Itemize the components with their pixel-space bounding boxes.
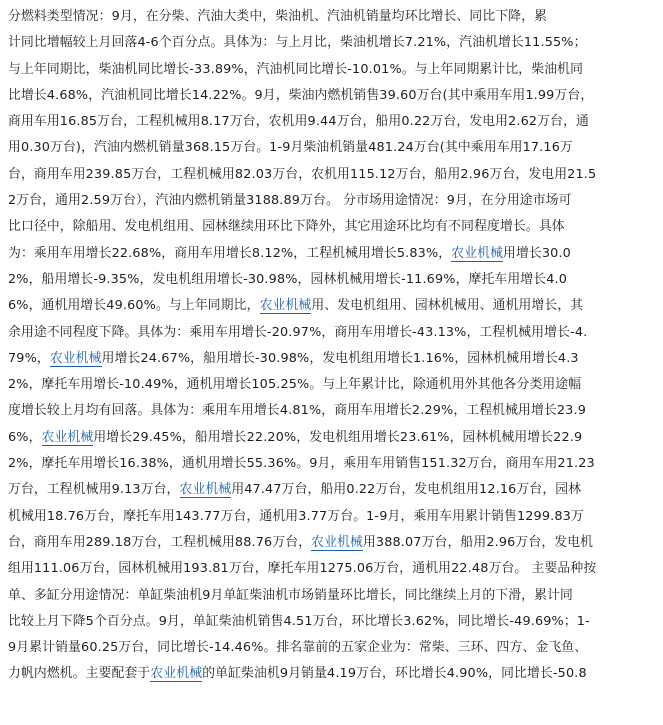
text-segment: 9月累计销量60.25万台，同比增长-14.46%。排名靠前的五家企业为：常柴、三环、四方、金飞鱼、 xyxy=(8,640,588,656)
text-line xyxy=(8,556,659,582)
text-line xyxy=(8,398,659,424)
text-segment: 为：乘用车用增长22.68%，商用车用增长8.12%，工程机械用增长5.83%， xyxy=(8,245,452,261)
text-segment: 用0.30万台)，汽油内燃机销量368.15万台。1-9月柴油机销量481.24万台(其中乘用车用17.16万 xyxy=(8,140,573,156)
text-line xyxy=(8,609,659,635)
agricultural-machinery-link[interactable]: 农业机械 xyxy=(41,429,94,445)
text-segment: 分燃料类型情况：9月，在分柴、汽油大类中，柴油机、汽油机销量均环比增长、同比下降，累 xyxy=(8,9,548,24)
text-line xyxy=(8,162,659,188)
text-line xyxy=(8,241,659,267)
text-segment: 与上年同期比，柴油机同比增长-33.89%，汽油机同比增长-10.01%。与上年同期累计比，柴油机同 xyxy=(8,61,584,77)
text-line xyxy=(8,188,659,214)
text-segment: 余用途不同程度下降。具体为：乘用车用增长-20.97%，商用车用增长-43.13%，工程机械用增长-4. xyxy=(8,324,588,340)
text-line xyxy=(8,83,659,109)
text-segment: 计同比增幅较上月回落4-6个百分点。具体为：与上月比，柴油机增长7.21%，汽油机增长11.55%； xyxy=(8,35,587,51)
text-line xyxy=(8,320,659,346)
agricultural-machinery-link[interactable]: 农业机械 xyxy=(150,666,203,682)
text-segment: 用388.07万台，船用2.96万台，发电机 xyxy=(362,534,594,550)
agricultural-machinery-link[interactable]: 农业机械 xyxy=(179,482,232,498)
text-segment: 用增长30.0 xyxy=(503,245,571,261)
text-segment: 2%，船用增长-9.35%，发电机组用增长-30.98%，园林机械用增长-11.69%，摩托车用增长4.0 xyxy=(8,271,568,287)
text-line xyxy=(8,214,659,240)
text-segment: 比较上月下降5个百分点。9月，单缸柴油机销售4.51万台，环比增长3.62%，同比增长-49.69%；1- xyxy=(8,613,590,629)
text-segment: 2万台，通用2.59万台），汽油内燃机销量3188.89万台。 分市场用途情况：9月，在分用途市场可 xyxy=(8,193,572,209)
text-line xyxy=(8,583,659,609)
text-line xyxy=(8,635,659,661)
text-line xyxy=(8,109,659,135)
text-line xyxy=(8,661,659,687)
agricultural-machinery-link[interactable]: 农业机械 xyxy=(311,534,363,550)
text-segment: 用、发电机组用、园林机械用、通机用增长，其 xyxy=(311,298,584,314)
text-segment: 的单缸柴油机9月销量4.19万台，环比增长4.90%，同比增长-50.8 xyxy=(202,666,587,682)
text-segment: 用增长24.67%，船用增长-30.98%，发电机组用增长1.16%，园林机械用增长4.3 xyxy=(101,350,579,366)
text-line xyxy=(8,4,659,30)
text-segment: 6%，通机用增长49.60%。与上年同期比， xyxy=(8,298,260,314)
text-segment: 用增长29.45%，船用增长22.20%，发电机组用增长23.61%，园林机械用增长22.9 xyxy=(93,429,583,445)
text-segment: 79%， xyxy=(8,350,50,366)
text-line xyxy=(8,425,659,451)
text-line xyxy=(8,372,659,398)
text-segment: 组用111.06万台，园林机械用193.81万台，摩托车用1275.06万台，通机用22.48万台。 主要品种按 xyxy=(8,561,597,577)
text-segment: 比增长4.68%，汽油机同比增长14.22%。9月，柴油内燃机销售39.60万台(其中乘用车用1.99万台， xyxy=(8,87,594,103)
text-line xyxy=(8,477,659,503)
text-segment: 用47.47万台，船用0.22万台，发电机组用12.16万台，园林 xyxy=(231,482,582,498)
text-line xyxy=(8,504,659,530)
agricultural-machinery-link[interactable]: 农业机械 xyxy=(49,350,102,366)
text-segment: 比口径中，除船用、发电机组用、园林继续用环比下降外，其它用途环比均有不同程度增长。具体 xyxy=(8,219,565,235)
text-segment: 商用车用16.85万台，工程机械用8.17万台，农机用9.44万台，船用0.22万台，发电用2.62万台，通 xyxy=(8,114,590,130)
text-line xyxy=(8,267,659,293)
text-line xyxy=(8,135,659,161)
text-segment: 2%，摩托车用增长-10.49%，通机用增长105.25%。与上年累计比，除通机用外其他各分类用途幅 xyxy=(8,377,582,393)
agricultural-machinery-link[interactable]: 农业机械 xyxy=(451,245,504,261)
text-segment: 台，商用车用239.85万台，工程机械用82.03万台，农机用115.12万台，船用2.96万台，发电用21.5 xyxy=(8,166,597,182)
text-line xyxy=(8,451,659,477)
text-line xyxy=(8,293,659,319)
text-line xyxy=(8,530,659,556)
agricultural-machinery-link[interactable]: 农业机械 xyxy=(259,298,312,314)
text-segment: 6%， xyxy=(8,429,42,445)
text-segment: 万台，工程机械用9.13万台， xyxy=(8,482,180,498)
text-line xyxy=(8,57,659,83)
text-segment: 度增长较上月均有回落。具体为：乘用车用增长4.81%，商用车用增长2.29%，工程机械用增长23.9 xyxy=(8,403,586,419)
text-line xyxy=(8,30,659,56)
text-segment: 机械用18.76万台，摩托车用143.77万台，通机用3.77万台。1-9月，乘用车用累计销售1299.83万 xyxy=(8,508,584,524)
text-segment: 台，商用车用289.18万台，工程机械用88.76万台， xyxy=(8,534,312,550)
text-line xyxy=(8,346,659,372)
text-segment: 2%，摩托车用增长16.38%，通机用增长55.36%。9月，乘用车用销售151.32万台，商用车用21.23 xyxy=(8,456,595,472)
text-segment: 力帆内燃机。主要配套于 xyxy=(8,666,151,682)
text-segment: 单、多缸分用途情况：单缸柴油机9月单缸柴油机市场销量环比增长，同比继续上月的下滑，累计同 xyxy=(8,587,574,603)
